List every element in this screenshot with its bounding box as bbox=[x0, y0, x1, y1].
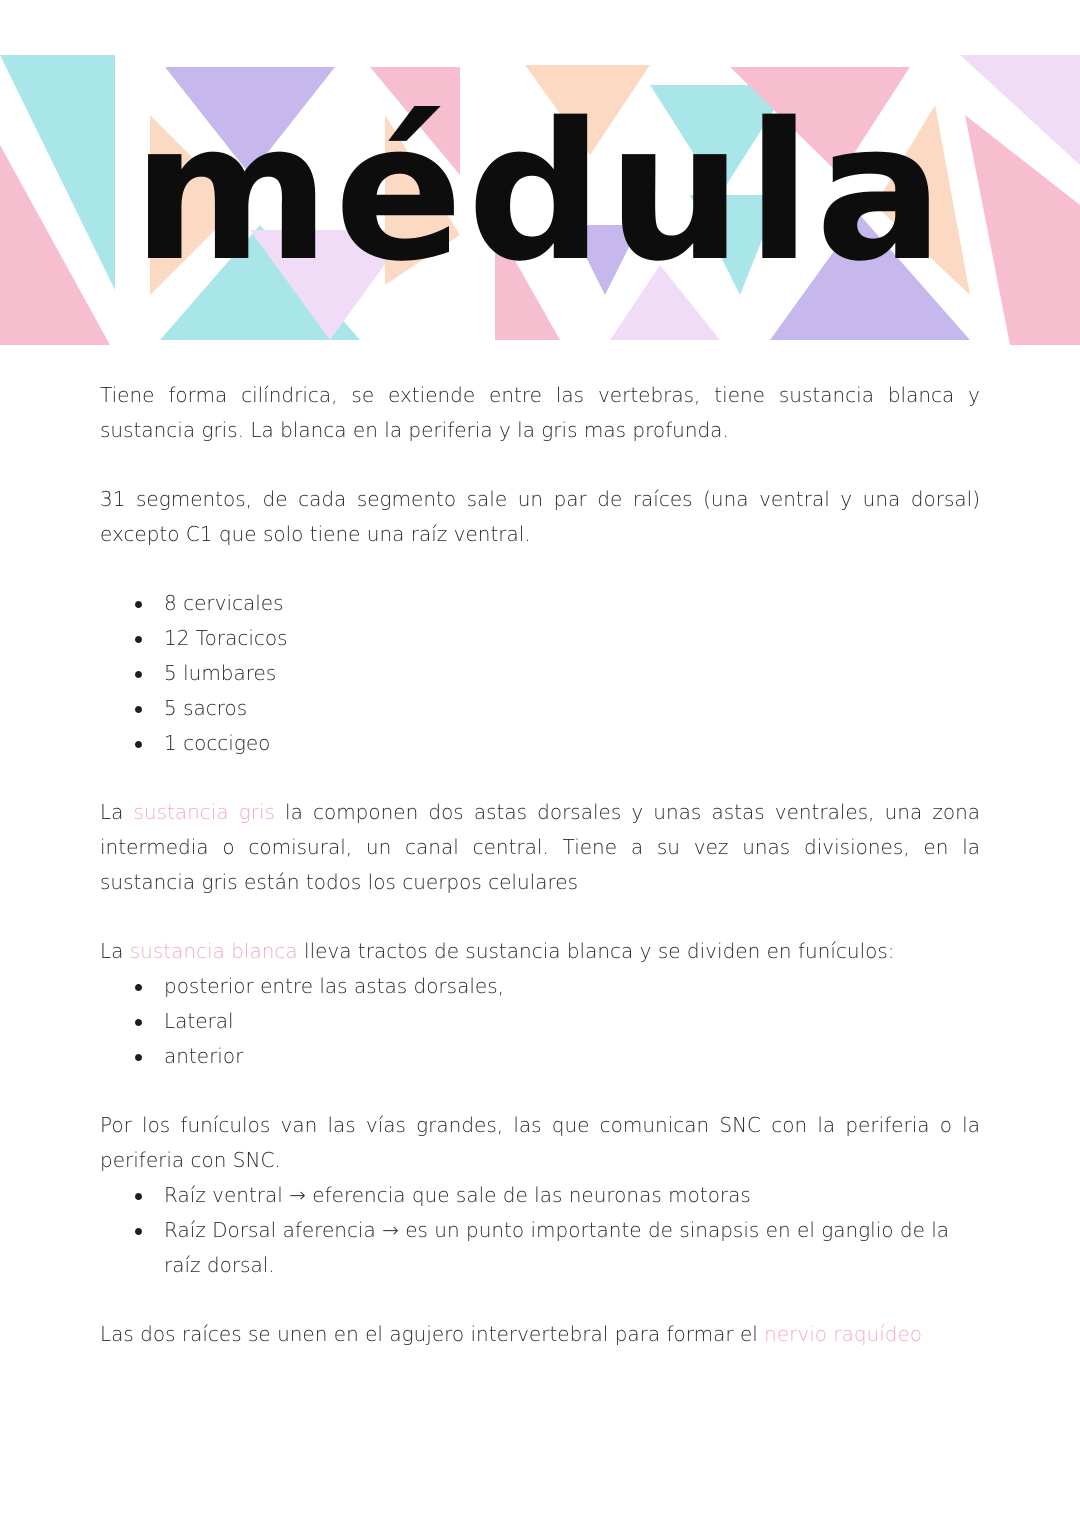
roots-list bbox=[100, 1178, 980, 1283]
gris-paragraph bbox=[100, 795, 980, 900]
blanca-text: lleva tractos de sustancia blanca y se dividen en funículos: bbox=[297, 939, 895, 963]
highlight-nervio-raquideo: nervio raquídeo bbox=[764, 1322, 923, 1346]
list-item: Lateral bbox=[164, 1004, 980, 1039]
intro-paragraph: Tiene forma cilíndrica, se extiende entre las vertebras, tiene sustancia blanca y sustancia gris. La blanca en la periferia y la gris mas profunda. bbox=[100, 383, 980, 442]
gris-prefix: La bbox=[100, 800, 134, 824]
blanca-paragraph bbox=[100, 934, 980, 969]
list-item: 5 sacros bbox=[164, 691, 980, 726]
gris-text: la componen dos astas dorsales y unas astas ventrales, una zona intermedia o comisural, un canal central. Tiene a su vez unas divisiones, en la sustancia gris están todos los cuerpos celulares bbox=[100, 800, 981, 894]
segments-paragraph: 31 segmentos, de cada segmento sale un par de raíces (una ventral y una dorsal) excepto C1 que solo tiene una raíz ventral. bbox=[100, 487, 980, 546]
page-title: médula bbox=[132, 81, 948, 303]
list-item: 8 cervicales bbox=[164, 586, 980, 621]
list-item: Raíz Dorsal aferencia → es un punto importante de sinapsis en el ganglio de la raíz dorsal. bbox=[164, 1213, 980, 1283]
list-item: 1 coccigeo bbox=[164, 726, 980, 761]
closing-paragraph bbox=[100, 1317, 980, 1352]
funiculos-list bbox=[100, 969, 980, 1074]
highlight-sustancia-gris: sustancia gris bbox=[133, 800, 275, 824]
list-item: anterior bbox=[164, 1039, 980, 1074]
closing-text: Las dos raíces se unen en el agujero intervertebral para formar el bbox=[100, 1322, 765, 1346]
highlight-sustancia-blanca: sustancia blanca bbox=[129, 939, 298, 963]
title-area bbox=[0, 55, 1080, 350]
segments-list bbox=[100, 586, 980, 761]
list-item: posterior entre las astas dorsales, bbox=[164, 969, 980, 1004]
list-item: Raíz ventral → eferencia que sale de las neuronas motoras bbox=[164, 1178, 980, 1213]
list-item: 5 lumbares bbox=[164, 656, 980, 691]
funiculos-paragraph: Por los funículos van las vías grandes, las que comunican SNC con la periferia o la periferia con SNC. bbox=[100, 1113, 980, 1172]
list-item: 12 Toracicos bbox=[164, 621, 980, 656]
blanca-prefix: La bbox=[100, 939, 130, 963]
document-body bbox=[100, 378, 980, 1352]
